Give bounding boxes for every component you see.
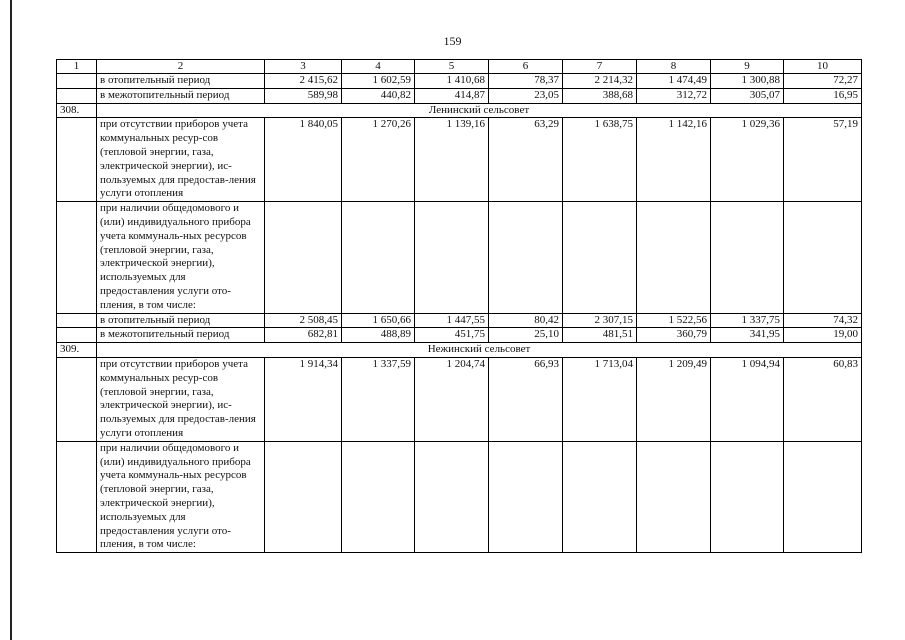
row-description: при отсутствии приборов учета коммунальных ресур-сов (тепловой энергии, газа, электрической энергии), ис-пользуемых для предостав-ления услуги отопления xyxy=(97,118,265,202)
value-cell xyxy=(711,441,784,552)
table-row xyxy=(57,357,862,441)
row-number xyxy=(57,441,97,552)
value-cell: 1 139,16 xyxy=(415,118,489,202)
row-number: 309. xyxy=(57,343,97,358)
page-number: 159 xyxy=(443,34,462,48)
value-cell: 305,07 xyxy=(711,88,784,103)
value-cell: 1 300,88 xyxy=(711,74,784,89)
value-cell: 60,83 xyxy=(784,357,862,441)
value-cell: 2 415,62 xyxy=(265,74,342,89)
table-row xyxy=(57,441,862,552)
tariff-table xyxy=(56,59,862,553)
section-title: Нежинский сельсовет xyxy=(97,343,862,358)
table-row xyxy=(57,313,862,328)
value-cell xyxy=(563,202,637,313)
value-cell xyxy=(784,202,862,313)
header-cell: 2 xyxy=(97,60,265,74)
value-cell: 74,32 xyxy=(784,313,862,328)
value-cell: 2 508,45 xyxy=(265,313,342,328)
value-cell xyxy=(265,202,342,313)
table-row xyxy=(57,74,862,89)
value-cell: 1 474,49 xyxy=(637,74,711,89)
value-cell: 451,75 xyxy=(415,328,489,343)
row-number xyxy=(57,202,97,313)
value-cell: 23,05 xyxy=(489,88,563,103)
table-row xyxy=(57,202,862,313)
value-cell xyxy=(265,441,342,552)
value-cell: 388,68 xyxy=(563,88,637,103)
row-description: при наличии общедомового и (или) индивидуального прибора учета коммуналь-ных ресурсов (тепловой энергии, газа, электрической энергии), используемых для предоставления услуги ото-пления, в том числе: xyxy=(97,202,265,313)
row-description: в межотопительный период xyxy=(97,88,265,103)
value-cell: 1 337,75 xyxy=(711,313,784,328)
value-cell: 312,72 xyxy=(637,88,711,103)
value-cell: 360,79 xyxy=(637,328,711,343)
value-cell: 25,10 xyxy=(489,328,563,343)
value-cell: 1 522,56 xyxy=(637,313,711,328)
value-cell: 57,19 xyxy=(784,118,862,202)
value-cell: 1 447,55 xyxy=(415,313,489,328)
header-cell: 7 xyxy=(563,60,637,74)
value-cell xyxy=(489,202,563,313)
value-cell: 1 914,34 xyxy=(265,357,342,441)
value-cell: 414,87 xyxy=(415,88,489,103)
value-cell: 682,81 xyxy=(265,328,342,343)
value-cell: 481,51 xyxy=(563,328,637,343)
table-row xyxy=(57,328,862,343)
value-cell: 1 209,49 xyxy=(637,357,711,441)
value-cell: 1 840,05 xyxy=(265,118,342,202)
value-cell: 2 214,32 xyxy=(563,74,637,89)
row-description: при отсутствии приборов учета коммунальных ресур-сов (тепловой энергии, газа, электрической энергии), ис-пользуемых для предостав-ления услуги отопления xyxy=(97,357,265,441)
value-cell xyxy=(342,202,415,313)
value-cell: 1 337,59 xyxy=(342,357,415,441)
header-cell: 4 xyxy=(342,60,415,74)
row-description: в отопительный период xyxy=(97,313,265,328)
value-cell: 80,42 xyxy=(489,313,563,328)
value-cell: 1 602,59 xyxy=(342,74,415,89)
value-cell xyxy=(415,202,489,313)
value-cell: 1 204,74 xyxy=(415,357,489,441)
header-cell: 1 xyxy=(57,60,97,74)
value-cell: 1 638,75 xyxy=(563,118,637,202)
header-cell: 5 xyxy=(415,60,489,74)
value-cell: 1 029,36 xyxy=(711,118,784,202)
value-cell: 341,95 xyxy=(711,328,784,343)
row-description: при наличии общедомового и (или) индивидуального прибора учета коммуналь-ных ресурсов (тепловой энергии, газа, электрической энергии), используемых для предоставления услуги ото-пления, в том числе: xyxy=(97,441,265,552)
value-cell: 1 713,04 xyxy=(563,357,637,441)
value-cell: 16,95 xyxy=(784,88,862,103)
value-cell: 1 094,94 xyxy=(711,357,784,441)
header-cell: 6 xyxy=(489,60,563,74)
row-description: в межотопительный период xyxy=(97,328,265,343)
row-description: в отопительный период xyxy=(97,74,265,89)
row-number xyxy=(57,313,97,328)
row-number xyxy=(57,357,97,441)
value-cell xyxy=(711,202,784,313)
row-number xyxy=(57,88,97,103)
section-title: Ленинский сельсовет xyxy=(97,103,862,118)
value-cell: 2 307,15 xyxy=(563,313,637,328)
table-row xyxy=(57,88,862,103)
value-cell: 1 410,68 xyxy=(415,74,489,89)
header-cell: 8 xyxy=(637,60,711,74)
value-cell xyxy=(784,441,862,552)
value-cell: 1 270,26 xyxy=(342,118,415,202)
header-row xyxy=(57,60,862,74)
value-cell xyxy=(415,441,489,552)
value-cell: 63,29 xyxy=(489,118,563,202)
value-cell xyxy=(342,441,415,552)
value-cell: 440,82 xyxy=(342,88,415,103)
row-number xyxy=(57,74,97,89)
value-cell: 66,93 xyxy=(489,357,563,441)
value-cell xyxy=(637,441,711,552)
page-edge-bar xyxy=(10,0,12,640)
header-cell: 10 xyxy=(784,60,862,74)
value-cell: 1 142,16 xyxy=(637,118,711,202)
value-cell: 72,27 xyxy=(784,74,862,89)
row-number xyxy=(57,118,97,202)
header-cell: 3 xyxy=(265,60,342,74)
value-cell xyxy=(563,441,637,552)
section-row xyxy=(57,103,862,118)
value-cell: 19,00 xyxy=(784,328,862,343)
value-cell: 488,89 xyxy=(342,328,415,343)
section-row xyxy=(57,343,862,358)
row-number xyxy=(57,328,97,343)
row-number: 308. xyxy=(57,103,97,118)
table-row xyxy=(57,118,862,202)
value-cell xyxy=(637,202,711,313)
value-cell: 589,98 xyxy=(265,88,342,103)
value-cell: 78,37 xyxy=(489,74,563,89)
value-cell: 1 650,66 xyxy=(342,313,415,328)
value-cell xyxy=(489,441,563,552)
header-cell: 9 xyxy=(711,60,784,74)
